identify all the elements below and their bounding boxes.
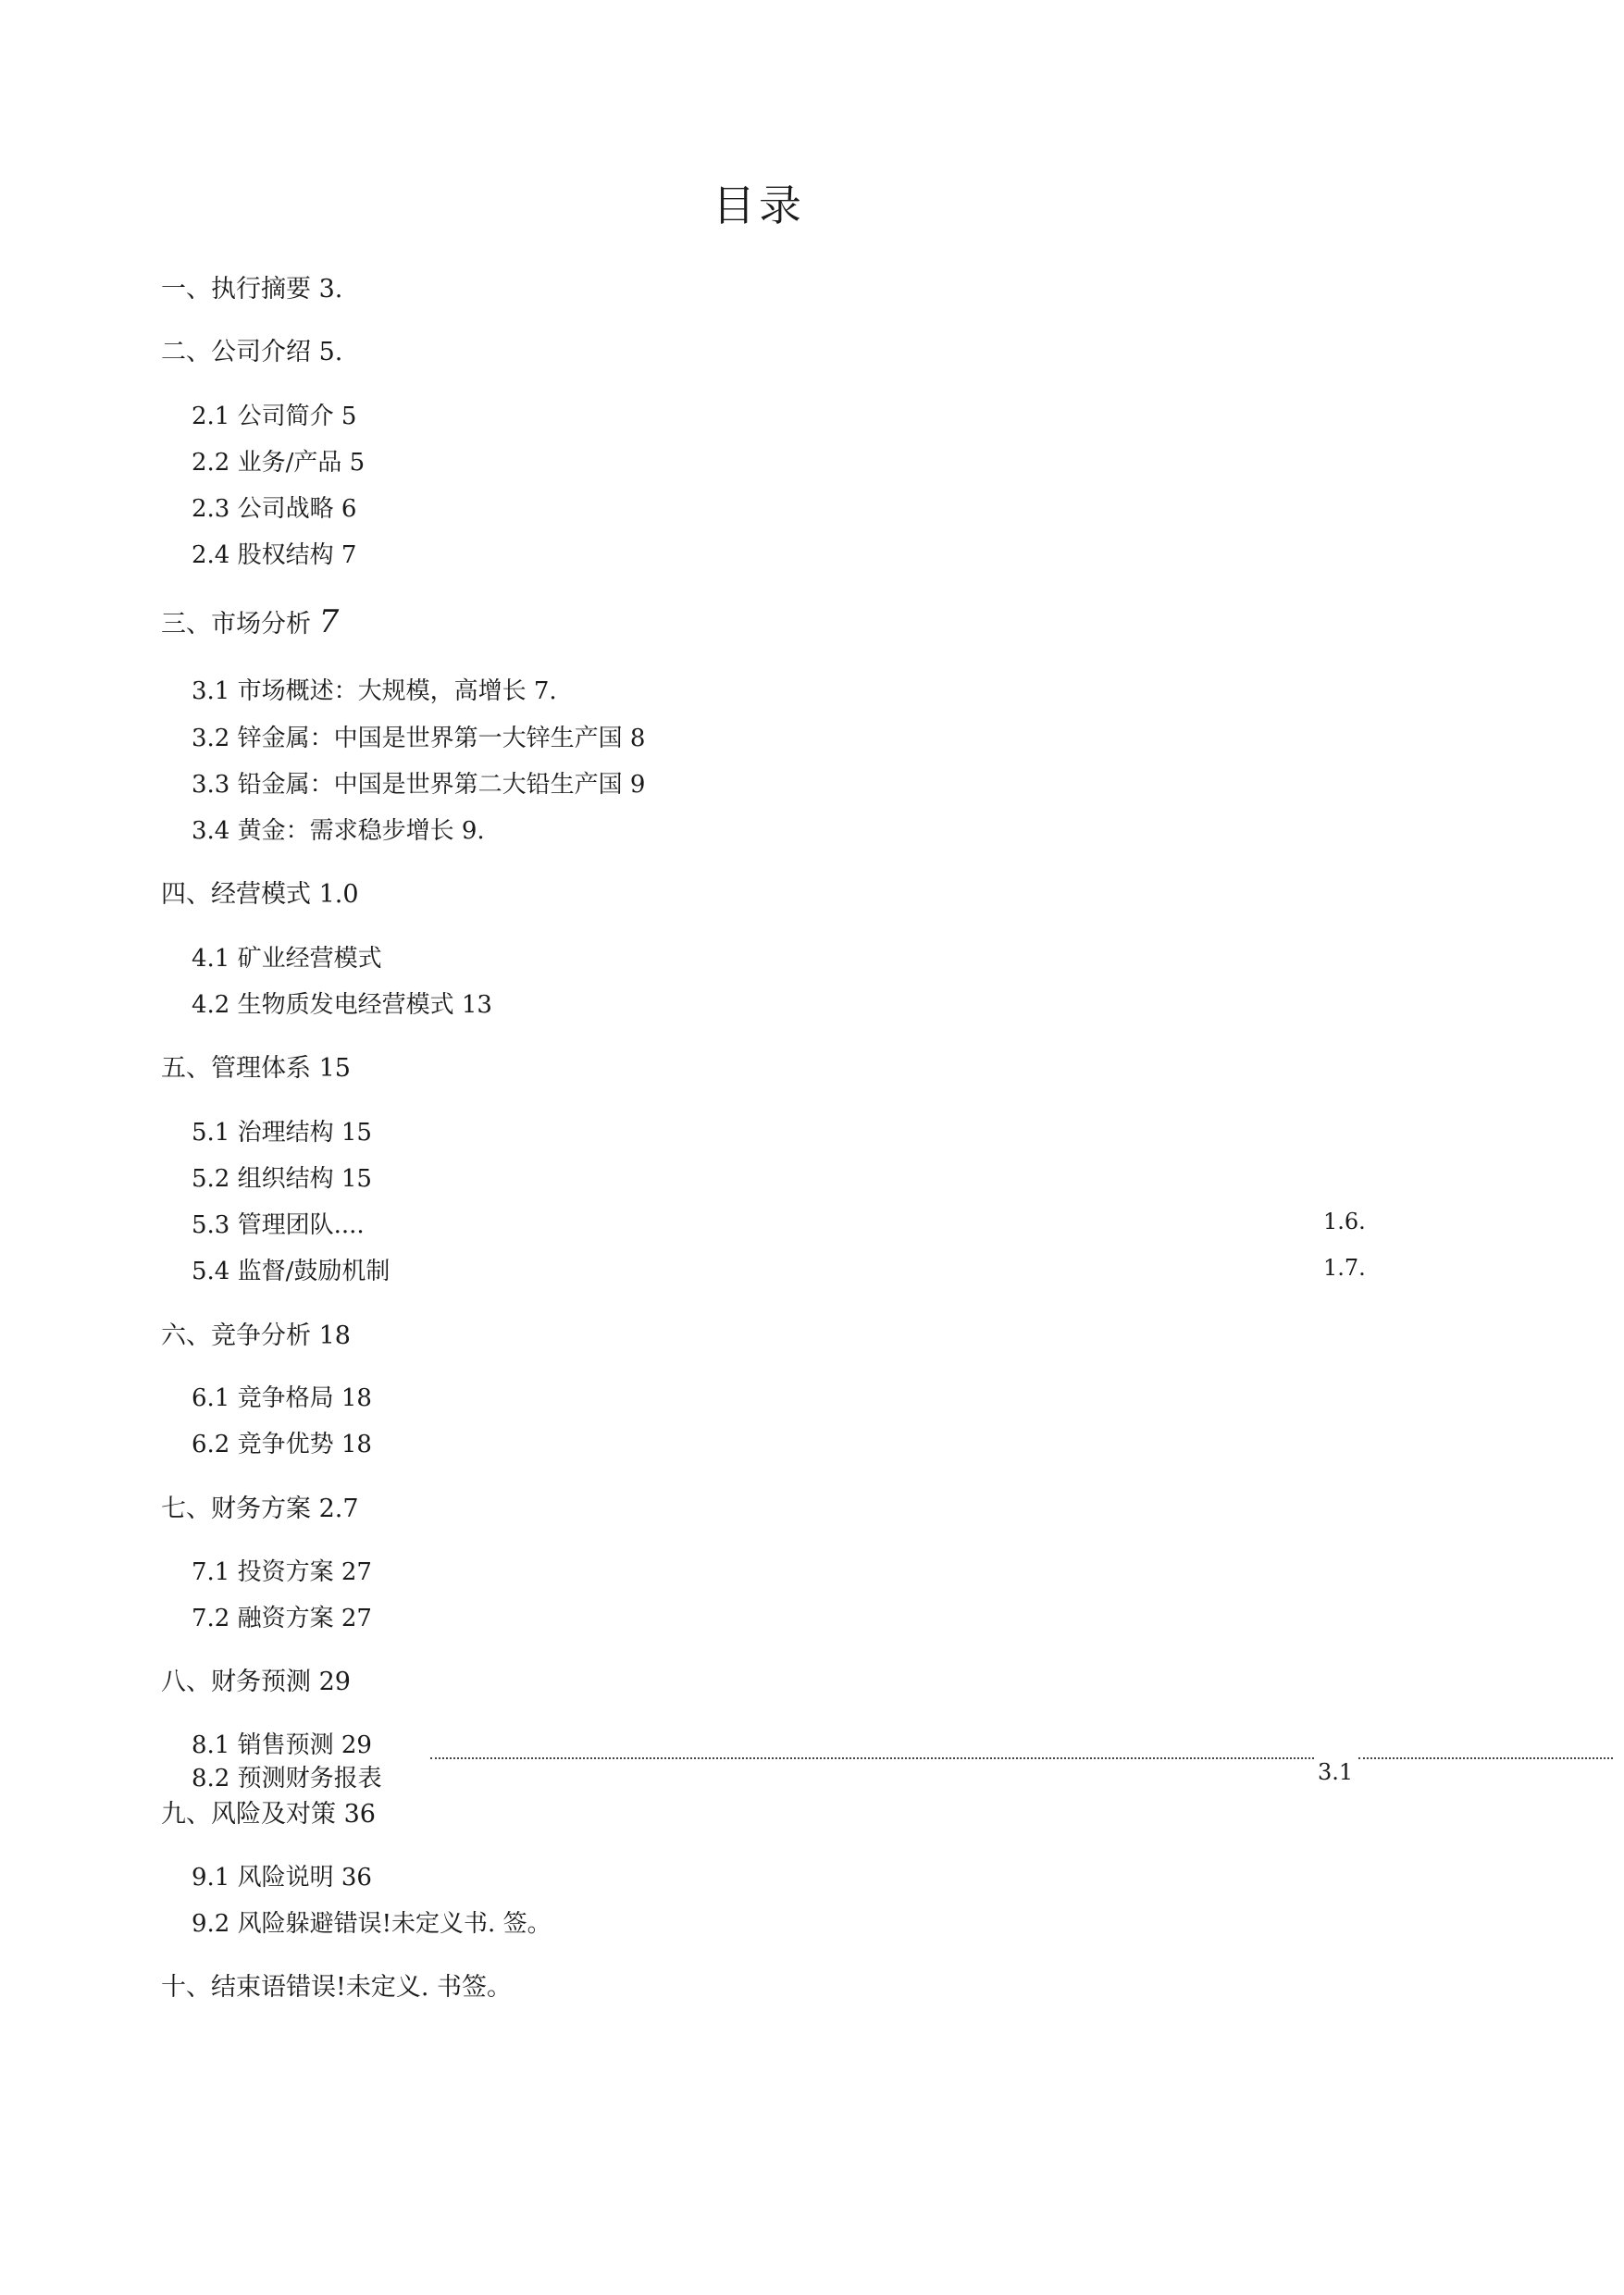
page-title: 目录 bbox=[713, 180, 805, 230]
toc-item-6-2[interactable]: 6.2 竞争优势 18 bbox=[192, 1431, 372, 1458]
toc-item-2-4[interactable]: 2.4 股权结构 7 bbox=[192, 541, 357, 569]
toc-leader-dots bbox=[430, 1757, 1314, 1759]
toc-item-3-3[interactable]: 3.3 铅金属：中国是世界第二大铅生产国 9 bbox=[192, 771, 646, 799]
toc-item-7-2[interactable]: 7.2 融资方案 27 bbox=[192, 1605, 372, 1632]
toc-item-2-2[interactable]: 2.2 业务/产品 5 bbox=[192, 449, 366, 477]
toc-item-6-1[interactable]: 6.1 竞争格局 18 bbox=[192, 1384, 372, 1412]
toc-section-3-page: 7 bbox=[318, 603, 340, 640]
toc-item-9-1[interactable]: 9.1 风险说明 36 bbox=[192, 1864, 372, 1892]
toc-item-5-4[interactable]: 5.4 监督/鼓励机制 bbox=[192, 1258, 391, 1285]
toc-item-8-1[interactable]: 8.1 销售预测 29 bbox=[192, 1731, 372, 1759]
toc-item-2-1[interactable]: 2.1 公司简介 5 bbox=[192, 403, 357, 430]
toc-item-5-3-page: 1.6. bbox=[1323, 1209, 1366, 1234]
toc-section-10[interactable]: 十、结束语错误!未定义. 书签。 bbox=[161, 1973, 513, 2002]
toc-item-5-3[interactable]: 5.3 管理团队.... bbox=[192, 1211, 365, 1239]
toc-item-5-1[interactable]: 5.1 治理结构 15 bbox=[192, 1119, 372, 1147]
toc-item-7-1[interactable]: 7.1 投资方案 27 bbox=[192, 1558, 372, 1586]
toc-item-2-3[interactable]: 2.3 公司战略 6 bbox=[192, 495, 357, 523]
toc-section-6[interactable]: 六、竞争分析 18 bbox=[161, 1321, 351, 1350]
toc-item-8-2-page: 3.1 bbox=[1318, 1759, 1354, 1785]
toc-section-9[interactable]: 九、风险及对策 36 bbox=[161, 1800, 376, 1829]
toc-section-3-label: 三、市场分析 bbox=[161, 610, 311, 639]
toc-section-1[interactable]: 一、执行摘要 3. bbox=[161, 275, 343, 304]
toc-section-2[interactable]: 二、公司介绍 5. bbox=[161, 338, 343, 366]
toc-section-3[interactable] bbox=[161, 603, 339, 640]
toc-section-8[interactable]: 八、财务预测 29 bbox=[161, 1668, 351, 1696]
toc-item-3-2[interactable]: 3.2 锌金属：中国是世界第一大锌生产国 8 bbox=[192, 725, 646, 752]
toc-leader-dots-tail bbox=[1358, 1757, 1613, 1759]
toc-item-4-1[interactable]: 4.1 矿业经营模式 bbox=[192, 945, 382, 973]
toc-item-5-4-page: 1.7. bbox=[1323, 1255, 1366, 1281]
toc-item-5-2[interactable]: 5.2 组织结构 15 bbox=[192, 1165, 372, 1193]
toc-section-7[interactable]: 七、财务方案 2.7 bbox=[161, 1495, 359, 1523]
toc-item-3-4[interactable]: 3.4 黄金：需求稳步增长 9. bbox=[192, 817, 485, 845]
toc-item-8-2[interactable]: 8.2 预测财务报表 bbox=[192, 1765, 382, 1793]
toc-item-9-2[interactable]: 9.2 风险躲避错误!未定义书. 签。 bbox=[192, 1910, 552, 1938]
toc-item-3-1[interactable]: 3.1 市场概述：大规模，高增长 7. bbox=[192, 677, 557, 705]
toc-section-5[interactable]: 五、管理体系 15 bbox=[161, 1054, 351, 1083]
toc-item-4-2[interactable]: 4.2 生物质发电经营模式 13 bbox=[192, 991, 492, 1019]
toc-section-4[interactable]: 四、经营模式 1.0 bbox=[161, 880, 359, 909]
